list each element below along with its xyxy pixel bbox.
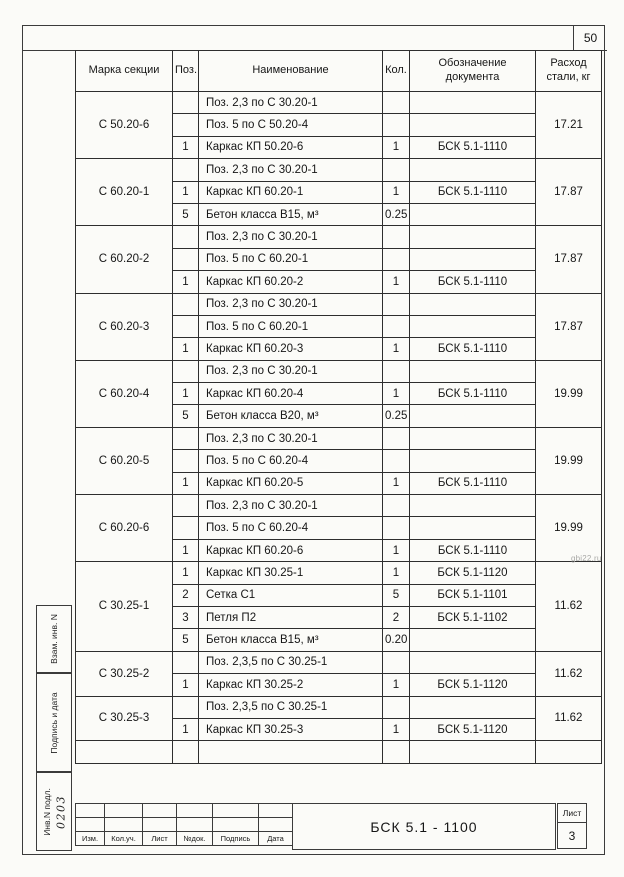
header-document-ref: Обозначение документа: [410, 51, 536, 92]
position-cell: [173, 427, 199, 449]
quantity-cell: 0.25: [383, 203, 410, 225]
document-ref-cell: БСК 5.1-1110: [410, 383, 536, 405]
item-name-cell: Каркас КП 60.20-6: [199, 539, 383, 561]
quantity-cell: 1: [383, 338, 410, 360]
table-row: [76, 495, 602, 517]
quantity-cell: 1: [383, 718, 410, 740]
quantity-cell: 2: [383, 606, 410, 628]
table-row: [76, 562, 602, 584]
item-name-cell: Поз. 5 по С 50.20-4: [199, 114, 383, 136]
document-ref-cell: БСК 5.1-1101: [410, 584, 536, 606]
document-ref-cell: БСК 5.1-1110: [410, 338, 536, 360]
position-cell: [173, 696, 199, 718]
steel-consumption-cell: 11.62: [536, 562, 602, 652]
document-ref-cell: [410, 315, 536, 337]
quantity-cell: 0.20: [383, 629, 410, 651]
quantity-cell: 1: [383, 562, 410, 584]
quantity-cell: [383, 293, 410, 315]
section-mark-cell: С 60.20-4: [76, 360, 173, 427]
table-header-row: [76, 51, 602, 92]
revision-col-ndok: №док.: [177, 832, 213, 846]
position-cell: 3: [173, 606, 199, 628]
header-item-name: Наименование: [199, 51, 383, 92]
quantity-cell: [383, 159, 410, 181]
item-name-cell: Поз. 2,3 по С 30.20-1: [199, 159, 383, 181]
revision-empty-row: [76, 818, 293, 832]
quantity-cell: [383, 450, 410, 472]
quantity-cell: [383, 517, 410, 539]
document-ref-cell: [410, 696, 536, 718]
stamp-box-replacement-inv: [36, 605, 72, 673]
quantity-cell: [383, 741, 410, 763]
item-name-cell: Поз. 2,3 по С 30.20-1: [199, 427, 383, 449]
table-row: [76, 360, 602, 382]
table-row: [76, 159, 602, 181]
header-steel-consumption: Расход стали, кг: [536, 51, 602, 92]
quantity-cell: [383, 427, 410, 449]
position-cell: [173, 651, 199, 673]
item-name-cell: Поз. 2,3,5 по С 30.25-1: [199, 651, 383, 673]
quantity-cell: 1: [383, 472, 410, 494]
document-ref-cell: БСК 5.1-1120: [410, 718, 536, 740]
document-ref-cell: БСК 5.1-1110: [410, 539, 536, 561]
revision-empty-cell: [213, 804, 259, 818]
sheet-number-box: [557, 803, 587, 849]
item-name-cell: Поз. 5 по С 60.20-4: [199, 517, 383, 539]
quantity-cell: 5: [383, 584, 410, 606]
revision-col-list: Лист: [143, 832, 177, 846]
position-cell: [173, 159, 199, 181]
position-cell: 1: [173, 383, 199, 405]
table-row: [76, 427, 602, 449]
document-ref-cell: БСК 5.1-1102: [410, 606, 536, 628]
document-ref-cell: [410, 517, 536, 539]
item-name-cell: Сетка С1: [199, 584, 383, 606]
item-name-cell: Поз. 5 по С 60.20-4: [199, 450, 383, 472]
revision-empty-cell: [105, 818, 143, 832]
item-name-cell: [199, 741, 383, 763]
section-mark-cell: [76, 741, 173, 763]
position-cell: 1: [173, 674, 199, 696]
item-name-cell: Каркас КП 30.25-1: [199, 562, 383, 584]
revision-empty-cell: [76, 818, 105, 832]
item-name-cell: Каркас КП 30.25-2: [199, 674, 383, 696]
item-name-cell: Поз. 2,3 по С 30.20-1: [199, 495, 383, 517]
steel-consumption-cell: 17.87: [536, 293, 602, 360]
position-cell: 1: [173, 338, 199, 360]
quantity-cell: 1: [383, 539, 410, 561]
revision-col-podpis: Подпись: [213, 832, 259, 846]
position-cell: [173, 495, 199, 517]
steel-consumption-cell: 17.87: [536, 226, 602, 293]
position-cell: [173, 114, 199, 136]
section-mark-cell: С 60.20-1: [76, 159, 173, 226]
item-name-cell: Бетон класса В20, м³: [199, 405, 383, 427]
document-ref-cell: БСК 5.1-1120: [410, 674, 536, 696]
document-ref-cell: [410, 114, 536, 136]
spec-table: [75, 50, 602, 764]
document-ref-cell: [410, 248, 536, 270]
section-mark-cell: С 50.20-6: [76, 92, 173, 159]
position-cell: 2: [173, 584, 199, 606]
document-ref-cell: БСК 5.1-1120: [410, 562, 536, 584]
item-name-cell: Поз. 2,3 по С 30.20-1: [199, 92, 383, 114]
document-ref-cell: [410, 427, 536, 449]
position-cell: 1: [173, 181, 199, 203]
quantity-cell: [383, 92, 410, 114]
item-name-cell: Бетон класса В15, м³: [199, 629, 383, 651]
replacement-inv-label: Взам. инв. N: [49, 614, 59, 664]
item-name-cell: Поз. 5 по С 60.20-1: [199, 248, 383, 270]
watermark-text: gbi22.ru: [571, 554, 602, 563]
steel-consumption-cell: [536, 741, 602, 763]
item-name-cell: Каркас КП 30.25-3: [199, 718, 383, 740]
quantity-cell: [383, 248, 410, 270]
position-cell: 1: [173, 472, 199, 494]
position-cell: [173, 226, 199, 248]
section-mark-cell: С 60.20-6: [76, 495, 173, 562]
document-ref-cell: [410, 159, 536, 181]
document-ref-cell: БСК 5.1-1110: [410, 136, 536, 158]
document-number-box: [292, 803, 556, 850]
item-name-cell: Петля П2: [199, 606, 383, 628]
revision-col-izm: Изм.: [76, 832, 105, 846]
steel-consumption-cell: 17.21: [536, 92, 602, 159]
quantity-cell: 0.25: [383, 405, 410, 427]
page-number-box: [573, 26, 607, 50]
table-row: [76, 92, 602, 114]
revision-col-data: Дата: [259, 832, 293, 846]
stamp-box-signature-date: [36, 673, 72, 772]
section-mark-cell: С 30.25-1: [76, 562, 173, 652]
section-mark-cell: С 60.20-3: [76, 293, 173, 360]
document-ref-cell: [410, 360, 536, 382]
position-cell: 1: [173, 718, 199, 740]
revision-label-row: [76, 832, 293, 846]
revision-empty-cell: [105, 804, 143, 818]
table-row: [76, 651, 602, 673]
document-ref-cell: [410, 450, 536, 472]
quantity-cell: [383, 360, 410, 382]
position-cell: [173, 450, 199, 472]
position-cell: 5: [173, 203, 199, 225]
quantity-cell: 1: [383, 136, 410, 158]
document-ref-cell: [410, 92, 536, 114]
quantity-cell: [383, 114, 410, 136]
document-ref-cell: БСК 5.1-1110: [410, 472, 536, 494]
sheet-label: Лист: [558, 804, 586, 823]
document-ref-cell: [410, 293, 536, 315]
header-section-mark: Марка секции: [76, 51, 173, 92]
spec-table-body: [76, 92, 602, 764]
revision-empty-cell: [76, 804, 105, 818]
position-cell: [173, 360, 199, 382]
position-cell: 1: [173, 539, 199, 561]
revision-empty-cell: [143, 818, 177, 832]
section-mark-cell: С 60.20-5: [76, 427, 173, 494]
position-cell: 5: [173, 405, 199, 427]
quantity-cell: 1: [383, 674, 410, 696]
position-cell: [173, 92, 199, 114]
table-row: [76, 741, 602, 763]
item-name-cell: Поз. 2,3 по С 30.20-1: [199, 226, 383, 248]
item-name-cell: Поз. 5 по С 60.20-1: [199, 315, 383, 337]
page-number: 50: [583, 31, 598, 45]
item-name-cell: Бетон класса В15, м³: [199, 203, 383, 225]
document-number: БСК 5.1 - 1100: [370, 818, 478, 835]
revision-empty-cell: [177, 804, 213, 818]
header-quantity: Кол.: [383, 51, 410, 92]
quantity-cell: [383, 495, 410, 517]
revision-empty-cell: [143, 804, 177, 818]
position-cell: 1: [173, 136, 199, 158]
revision-col-koluch: Кол.уч.: [105, 832, 143, 846]
document-ref-cell: [410, 495, 536, 517]
steel-consumption-cell: 19.99: [536, 427, 602, 494]
section-mark-cell: С 60.20-2: [76, 226, 173, 293]
document-ref-cell: [410, 226, 536, 248]
position-cell: [173, 293, 199, 315]
item-name-cell: Поз. 2,3 по С 30.20-1: [199, 360, 383, 382]
original-inv-label: Инв.N подл.: [42, 787, 53, 836]
document-ref-cell: [410, 405, 536, 427]
revision-empty-cell: [177, 818, 213, 832]
document-ref-cell: [410, 203, 536, 225]
revision-empty-cell: [259, 818, 293, 832]
quantity-cell: 1: [383, 181, 410, 203]
steel-consumption-cell: 19.99: [536, 360, 602, 427]
item-name-cell: Каркас КП 60.20-5: [199, 472, 383, 494]
quantity-cell: [383, 651, 410, 673]
item-name-cell: Каркас КП 60.20-4: [199, 383, 383, 405]
table-row: [76, 226, 602, 248]
position-cell: 5: [173, 629, 199, 651]
document-ref-cell: [410, 651, 536, 673]
table-row: [76, 696, 602, 718]
document-ref-cell: БСК 5.1-1110: [410, 181, 536, 203]
position-cell: [173, 315, 199, 337]
quantity-cell: [383, 315, 410, 337]
table-row: [76, 293, 602, 315]
item-name-cell: Каркас КП 60.20-1: [199, 181, 383, 203]
position-cell: [173, 248, 199, 270]
document-ref-cell: [410, 741, 536, 763]
header-position: Поз.: [173, 51, 199, 92]
position-cell: 1: [173, 271, 199, 293]
signature-date-label: Подпись и дата: [49, 691, 59, 754]
position-cell: [173, 517, 199, 539]
revision-empty-cell: [213, 818, 259, 832]
steel-consumption-cell: 11.62: [536, 651, 602, 696]
quantity-cell: 1: [383, 271, 410, 293]
document-ref-cell: БСК 5.1-1110: [410, 271, 536, 293]
item-name-cell: Каркас КП 60.20-2: [199, 271, 383, 293]
document-ref-cell: [410, 629, 536, 651]
quantity-cell: [383, 226, 410, 248]
item-name-cell: Каркас КП 60.20-3: [199, 338, 383, 360]
steel-consumption-cell: 11.62: [536, 696, 602, 741]
item-name-cell: Поз. 2,3,5 по С 30.25-1: [199, 696, 383, 718]
quantity-cell: [383, 696, 410, 718]
item-name-cell: Поз. 2,3 по С 30.20-1: [199, 293, 383, 315]
position-cell: 1: [173, 562, 199, 584]
revision-empty-cell: [259, 804, 293, 818]
steel-consumption-cell: 17.87: [536, 159, 602, 226]
sheet-value: 3: [568, 828, 576, 843]
revision-table: [75, 803, 293, 846]
item-name-cell: Каркас КП 50.20-6: [199, 136, 383, 158]
stamp-box-original-inv: [36, 772, 72, 851]
revision-empty-row: [76, 804, 293, 818]
handwritten-inventory-number: 0203: [54, 794, 68, 829]
section-mark-cell: С 30.25-3: [76, 696, 173, 741]
quantity-cell: 1: [383, 383, 410, 405]
steel-consumption-cell: 19.99: [536, 495, 602, 562]
section-mark-cell: С 30.25-2: [76, 651, 173, 696]
position-cell: [173, 741, 199, 763]
